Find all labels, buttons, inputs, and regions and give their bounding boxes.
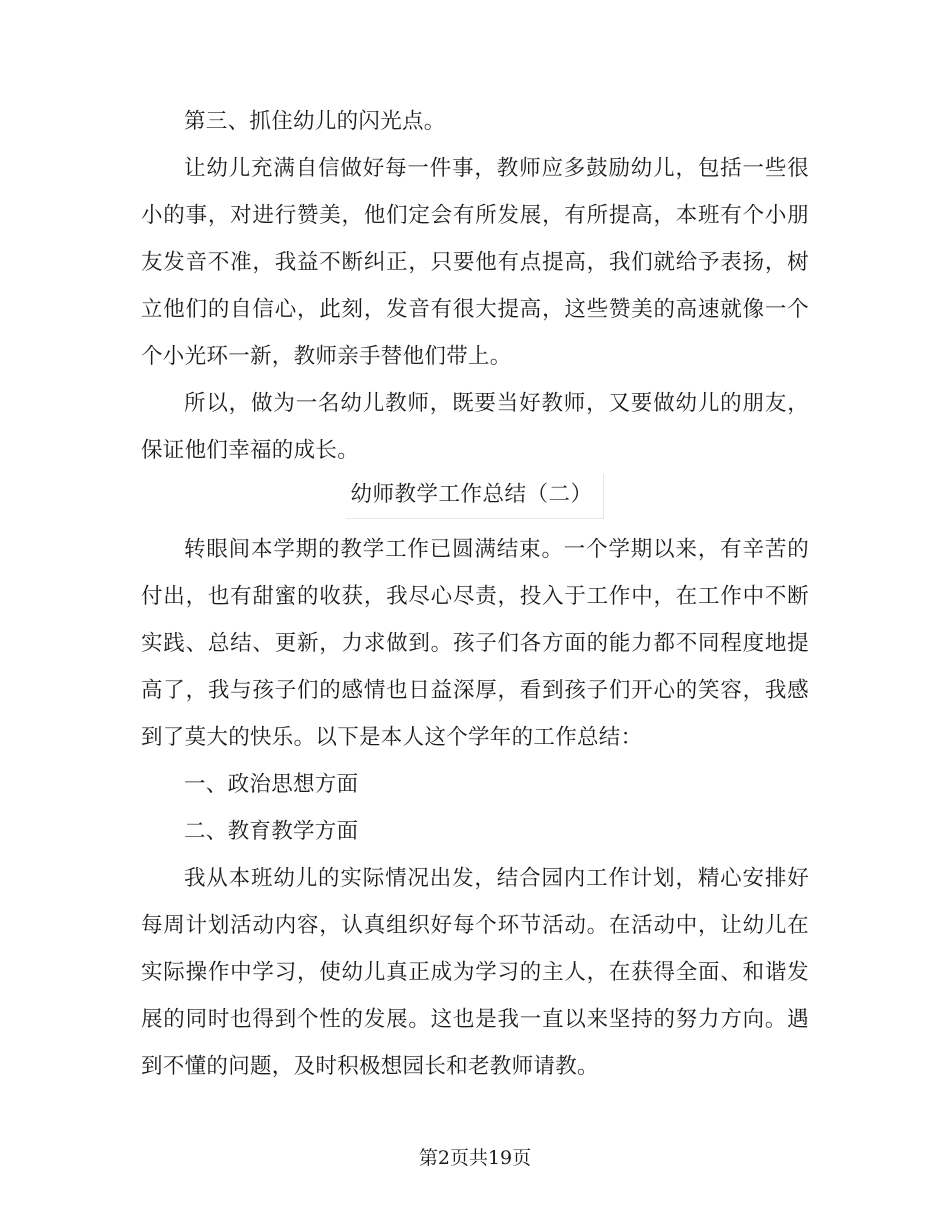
section-heading-wrap bbox=[141, 474, 809, 526]
paragraph-conclusion: 所以，做为一名幼儿教师，既要当好教师，又要做幼儿的朋友，保证他们幸福的成长。 bbox=[141, 391, 809, 463]
paragraph-point-three: 第三、抓住幼儿的闪光点。 bbox=[184, 109, 446, 134]
page-number-footer: 第2页共19页 bbox=[418, 1147, 532, 1169]
section-title: 幼师教学工作总结（二） bbox=[346, 474, 603, 519]
paragraph-teaching-body: 我从本班幼儿的实际情况出发，结合园内工作计划，精心安排好每周计划活动内容，认真组织好每个环节活动。在活动中，让幼儿在实际操作中学习，使幼儿真正成为学习的主人，在获得全面、和谐发展的同时也得到个性的发展。这也是我一直以来坚持的努力方向。遇到不懂的问题，及时积极想园长和老教师请教。 bbox=[141, 866, 809, 1079]
paragraph-encourage: 让幼儿充满自信做好每一件事，教师应多鼓励幼儿，包括一些很小的事，对进行赞美，他们定会有所发展，有所提高，本班有个小朋友发音不准，我益不断纠正，只要他有点提高，我们就给予表扬，树立他们的自信心，此刻，发音有很大提高，这些赞美的高速就像一个个小光环一新，教师亲手替他们带上。 bbox=[141, 156, 809, 369]
paragraph-teaching-heading: 二、教育教学方面 bbox=[184, 819, 359, 844]
paragraph-intro: 转眼间本学期的教学工作已圆满结束。一个学期以来，有辛苦的付出，也有甜蜜的收获，我尽心尽责，投入于工作中，在工作中不断实践、总结、更新，力求做到。孩子们各方面的能力都不同程度地提高了，我与孩子们的感情也日益深厚，看到孩子们开心的笑容，我感到了莫大的快乐。以下是本人这个学年的工作总结： bbox=[141, 537, 809, 750]
document-body bbox=[141, 98, 809, 1090]
paragraph-politics-heading: 一、政治思想方面 bbox=[184, 772, 359, 797]
